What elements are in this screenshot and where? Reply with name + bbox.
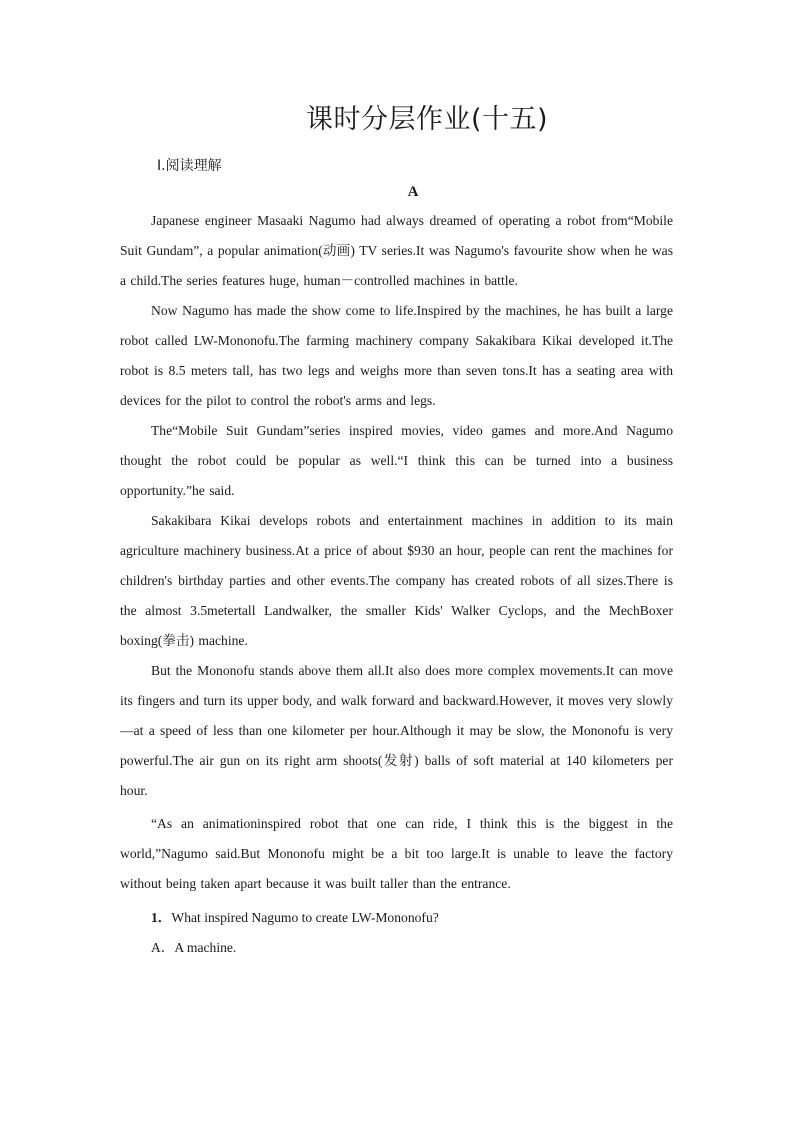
- passage-paragraph: Japanese engineer Masaaki Nagumo had always dreamed of operating a robot from“Mobile Suit Gundam”, a popular animation(动画) TV series.It was Nagumo's favourite show when he was a child.The series features huge, human－controlled machines in battle.: [120, 213, 673, 288]
- option-letter: A．: [151, 940, 175, 955]
- passage-paragraph: The“Mobile Suit Gundam”series inspired movies, video games and more.And Nagumo thought the robot could be popular as well.“I think this can be turned into a business opportunity.”he said.: [120, 423, 673, 498]
- passage-label: A: [407, 184, 419, 200]
- question-item: [120, 903, 673, 933]
- passage-paragraph: “As an animationinspired robot that one can ride, I think this is the biggest in the world,”Nagumo said.But Mononofu might be a bit too large.It is unable to leave the factory without being taken apart because it was built taller than the entrance.: [120, 816, 673, 891]
- page-title: 课时分层作业(十五): [305, 104, 549, 135]
- passage-paragraph: Sakakibara Kikai develops robots and entertainment machines in addition to its main agriculture machinery business.At a price of about $930 an hour, people can rent the machines for children's birthday parties and other events.The company has created robots of all sizes.There is the almost 3.5metertall Landwalker, the smaller Kids' Walker Cyclops, and the MechBoxer boxing(拳击) machine.: [120, 513, 673, 648]
- question-text: What inspired Nagumo to create LW-Mononofu?: [171, 910, 439, 925]
- passage-body: [120, 206, 673, 963]
- option-text: A machine.: [174, 940, 237, 955]
- answer-option: [120, 933, 673, 963]
- passage-paragraph: But the Mononofu stands above them all.It also does more complex movements.It can move its fingers and turn its upper body, and walk forward and backward.However, it moves very slowly—at a speed of less than one kilometer per hour.Although it may be slow, the Mononofu is very powerful.The air gun on its right arm shoots(发射) balls of soft material at 140 kilometers per hour.: [120, 663, 673, 798]
- section-heading: Ⅰ.阅读理解: [157, 158, 222, 174]
- passage-paragraph: Now Nagumo has made the show come to life.Inspired by the machines, he has built a large robot called LW-Mononofu.The farming machinery company Sakakibara Kikai developed it.The robot is 8.5 meters tall, has two legs and weighs more than seven tons.It has a seating area with devices for the pilot to control the robot's arms and legs.: [120, 303, 673, 408]
- question-number: 1．: [151, 910, 172, 925]
